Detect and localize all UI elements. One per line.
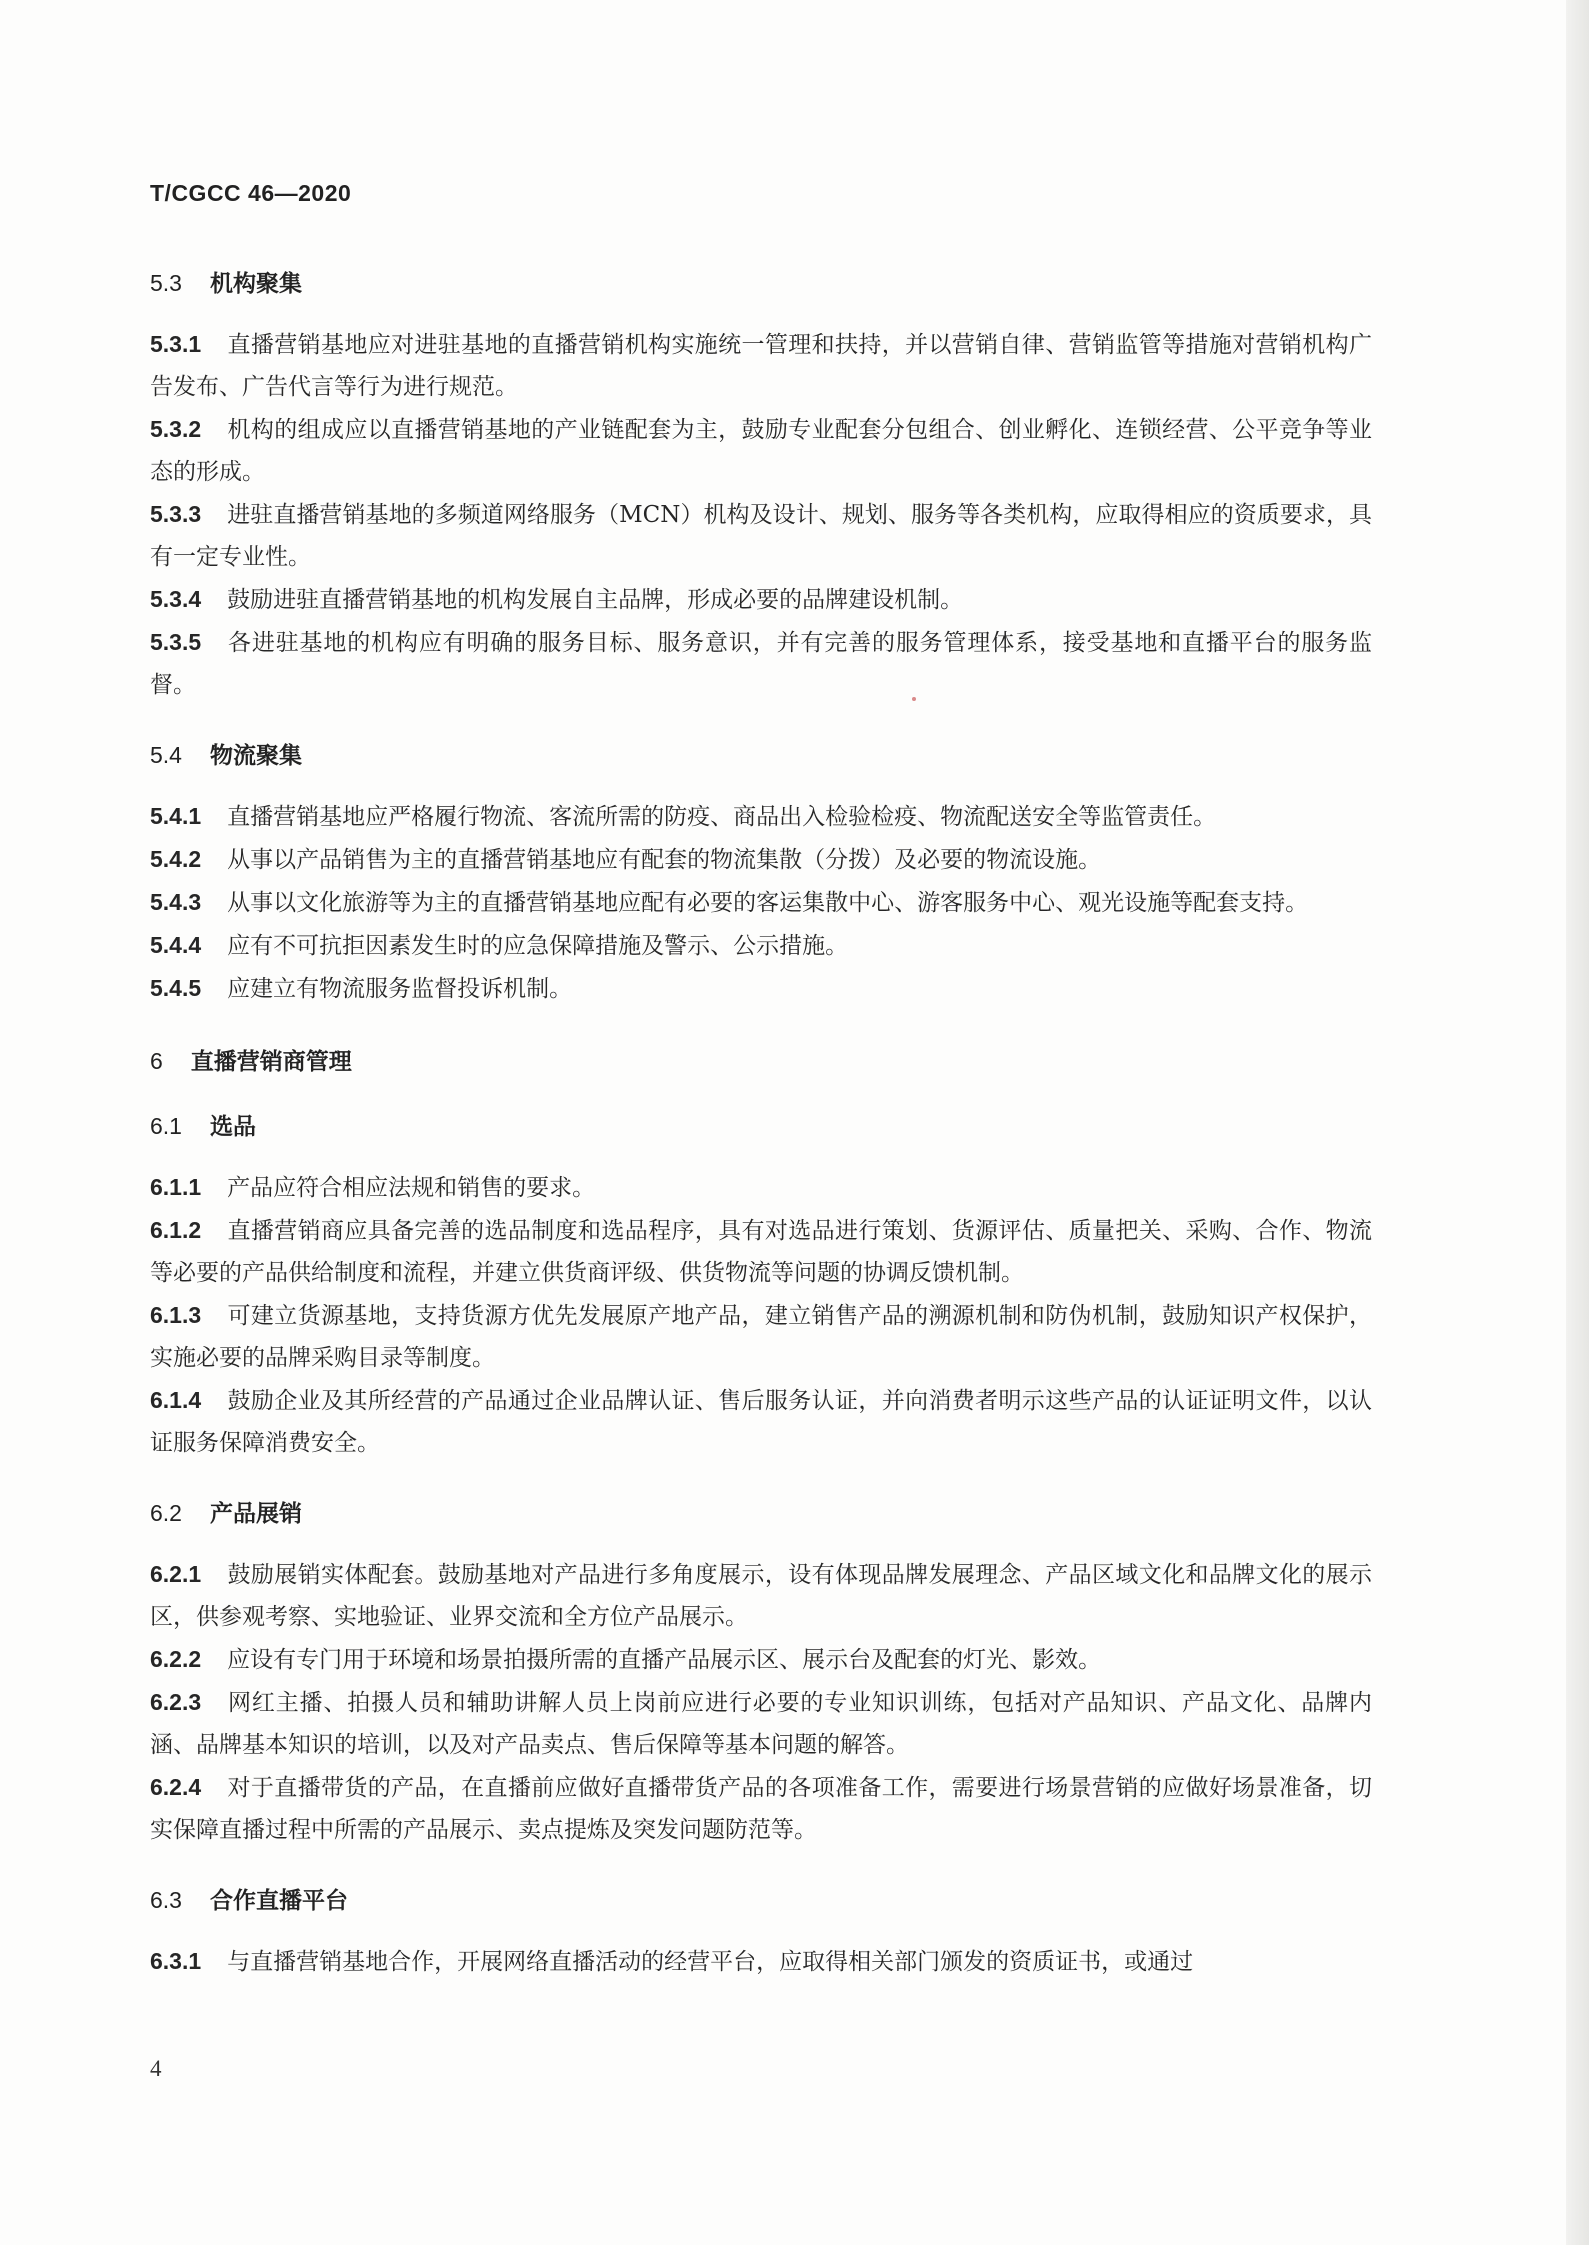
section-heading [150, 740, 1372, 771]
clause-number: 6.2.3 [150, 1689, 202, 1715]
heading-number: 6 [150, 1048, 163, 1074]
clause-text: 可建立货源基地，支持货源方优先发展原产地产品，建立销售产品的溯源机制和防伪机制，鼓励知识产权保护，实施必要的品牌采购目录等制度。 [150, 1303, 1372, 1371]
clause-paragraph [150, 881, 1372, 924]
clause-number: 6.1.2 [150, 1217, 202, 1243]
clause-paragraph [150, 838, 1372, 881]
section-heading [150, 268, 1372, 299]
clause-number: 6.1.1 [150, 1174, 202, 1200]
section-heading [150, 1885, 1372, 1916]
clause-paragraph [150, 1166, 1372, 1209]
heading-title: 产品展销 [209, 1501, 302, 1527]
clause-number: 5.4.4 [150, 932, 202, 958]
heading-number: 6.3 [150, 1887, 182, 1913]
clause-paragraph [150, 621, 1372, 706]
section-heading [150, 1111, 1372, 1142]
clause-paragraph [150, 1209, 1372, 1294]
clause-text: 网红主播、拍摄人员和辅助讲解人员上岗前应进行必要的专业知识训练，包括对产品知识、产品文化、品牌内涵、品牌基本知识的培训，以及对产品卖点、售后保障等基本问题的解答。 [150, 1690, 1372, 1758]
clause-number: 5.4.3 [150, 889, 202, 915]
heading-number: 5.3 [150, 270, 182, 296]
clause-number: 5.3.5 [150, 629, 202, 655]
document-body [150, 268, 1372, 1983]
clause-text: 直播营销商应具备完善的选品制度和选品程序，具有对选品进行策划、货源评估、质量把关、采购、合作、物流等必要的产品供给制度和流程，并建立供货商评级、供货物流等问题的协调反馈机制。 [150, 1218, 1372, 1286]
heading-title: 直播营销商管理 [190, 1049, 352, 1075]
clause-number: 5.3.3 [150, 501, 202, 527]
clause-paragraph [150, 493, 1372, 578]
clause-paragraph [150, 1940, 1372, 1983]
clause-number: 5.4.1 [150, 803, 202, 829]
clause-paragraph [150, 408, 1372, 493]
clause-text: 产品应符合相应法规和销售的要求。 [227, 1175, 596, 1201]
chapter-heading [150, 1046, 1372, 1077]
clause-number: 6.1.3 [150, 1302, 202, 1328]
clause-paragraph [150, 1379, 1372, 1464]
clause-number: 5.4.5 [150, 975, 202, 1001]
clause-text: 对于直播带货的产品，在直播前应做好直播带货产品的各项准备工作，需要进行场景营销的应做好场景准备，切实保障直播过程中所需的产品展示、卖点提炼及突发问题防范等。 [150, 1775, 1372, 1843]
clause-text: 从事以文化旅游等为主的直播营销基地应配有必要的客运集散中心、游客服务中心、观光设施等配套支持。 [227, 890, 1309, 916]
page-edge [1566, 0, 1589, 2245]
clause-paragraph [150, 924, 1372, 967]
heading-number: 6.2 [150, 1500, 182, 1526]
clause-paragraph [150, 1638, 1372, 1681]
clause-text: 直播营销基地应对进驻基地的直播营销机构实施统一管理和扶持，并以营销自律、营销监管等措施对营销机构广告发布、广告代言等行为进行规范。 [150, 332, 1372, 400]
clause-text: 从事以产品销售为主的直播营销基地应有配套的物流集散（分拨）及必要的物流设施。 [227, 847, 1102, 873]
clause-paragraph [150, 967, 1372, 1010]
clause-text: 直播营销基地应严格履行物流、客流所需的防疫、商品出入检验检疫、物流配送安全等监管责任。 [227, 804, 1217, 830]
clause-text: 应设有专门用于环境和场景拍摄所需的直播产品展示区、展示台及配套的灯光、影效。 [227, 1647, 1102, 1673]
clause-paragraph [150, 323, 1372, 408]
clause-text: 应有不可抗拒因素发生时的应急保障措施及警示、公示措施。 [227, 933, 849, 959]
clause-number: 6.2.1 [150, 1561, 202, 1587]
heading-title: 机构聚集 [209, 271, 302, 297]
clause-paragraph [150, 1681, 1372, 1766]
section-heading [150, 1498, 1372, 1529]
clause-number: 6.2.4 [150, 1774, 202, 1800]
heading-title: 合作直播平台 [209, 1888, 348, 1914]
heading-number: 5.4 [150, 742, 182, 768]
clause-paragraph [150, 1294, 1372, 1379]
heading-title: 选品 [209, 1114, 256, 1140]
page-number: 4 [150, 2056, 162, 2081]
clause-number: 6.2.2 [150, 1646, 202, 1672]
clause-text: 应建立有物流服务监督投诉机制。 [227, 976, 573, 1002]
clause-paragraph [150, 795, 1372, 838]
clause-text: 鼓励进驻直播营销基地的机构发展自主品牌，形成必要的品牌建设机制。 [227, 587, 964, 613]
clause-number: 5.3.1 [150, 331, 202, 357]
clause-paragraph [150, 1553, 1372, 1638]
clause-text: 鼓励展销实体配套。鼓励基地对产品进行多角度展示，设有体现品牌发展理念、产品区域文化和品牌文化的展示区，供参观考察、实地验证、业界交流和全方位产品展示。 [150, 1562, 1372, 1630]
clause-paragraph [150, 578, 1372, 621]
clause-text: 与直播营销基地合作，开展网络直播活动的经营平台，应取得相关部门颁发的资质证书，或通过 [227, 1949, 1194, 1975]
document-code: T/CGCC 46—2020 [150, 180, 352, 206]
clause-number: 6.3.1 [150, 1948, 202, 1974]
heading-title: 物流聚集 [209, 743, 302, 769]
clause-text: 进驻直播营销基地的多频道网络服务（MCN）机构及设计、规划、服务等各类机构，应取得相应的资质要求，具有一定专业性。 [150, 502, 1372, 570]
clause-paragraph [150, 1766, 1372, 1851]
clause-number: 6.1.4 [150, 1387, 202, 1413]
clause-number: 5.3.4 [150, 586, 202, 612]
clause-number: 5.4.2 [150, 846, 202, 872]
heading-number: 6.1 [150, 1113, 182, 1139]
clause-text: 机构的组成应以直播营销基地的产业链配套为主，鼓励专业配套分包组合、创业孵化、连锁经营、公平竞争等业态的形成。 [150, 417, 1372, 485]
clause-number: 5.3.2 [150, 416, 202, 442]
clause-text: 鼓励企业及其所经营的产品通过企业品牌认证、售后服务认证，并向消费者明示这些产品的认证证明文件，以认证服务保障消费安全。 [150, 1388, 1372, 1456]
clause-text: 各进驻基地的机构应有明确的服务目标、服务意识，并有完善的服务管理体系，接受基地和直播平台的服务监督。 [150, 630, 1372, 698]
